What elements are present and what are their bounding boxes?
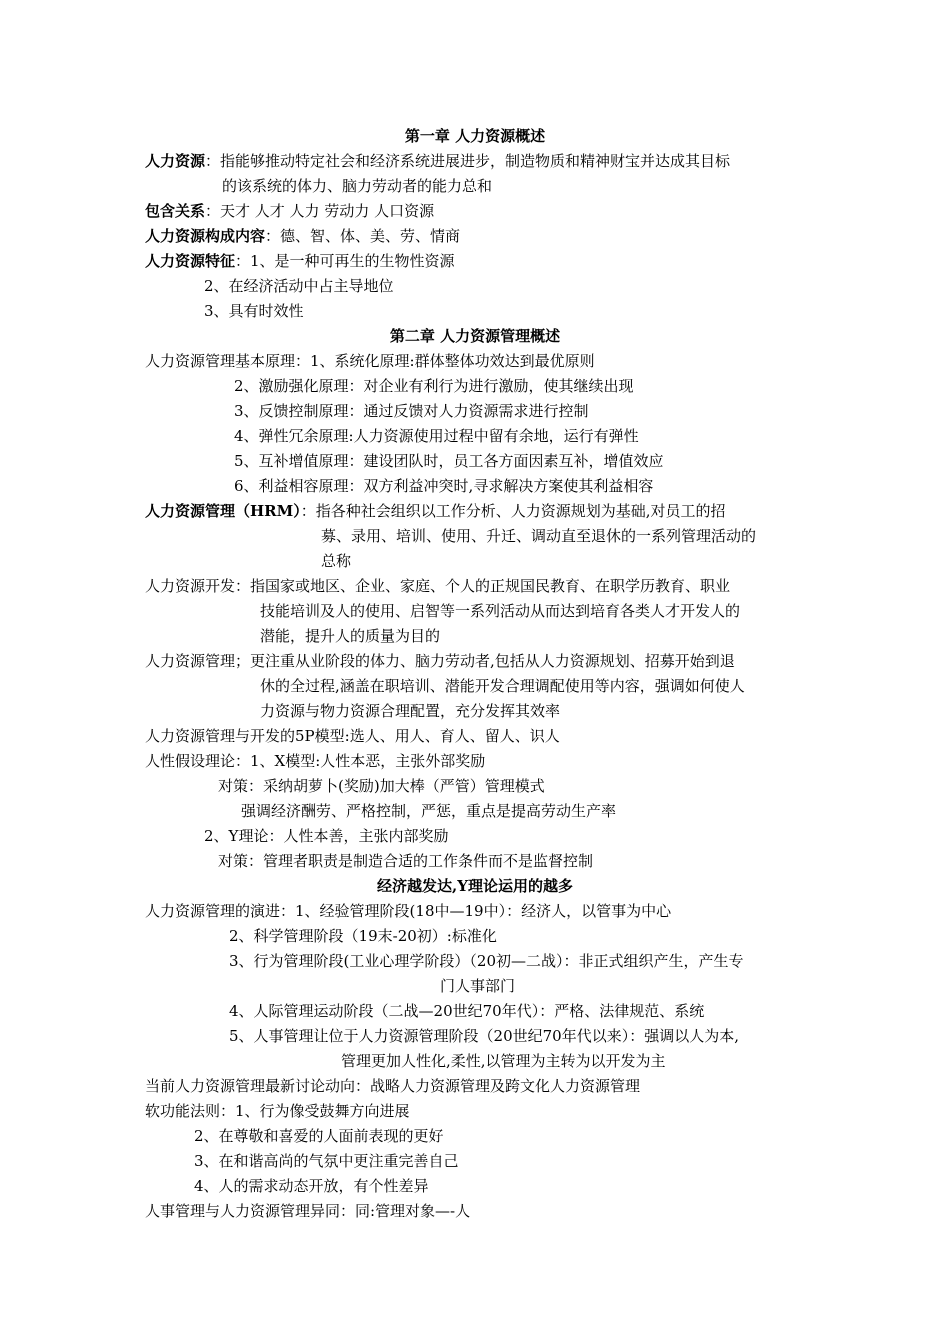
management-line: 力资源与物力资源合理配置，充分发挥其效率 (260, 702, 561, 720)
relation-line (145, 201, 434, 221)
trend-line: 当前人力资源管理最新讨论动向：战略人力资源管理及跨文化人力资源管理 (145, 1077, 641, 1095)
feature-line-3: 3、具有时效性 (204, 302, 304, 320)
evolution-line: 门人事部门 (440, 977, 516, 995)
theory-line: 对策：管理者职责是制造合适的工作条件而不是监督控制 (218, 852, 594, 870)
evolution-line: 管理更加人性化,柔性,以管理为主转为以开发为主 (341, 1052, 666, 1070)
chapter-2-title: 第二章 人力资源管理概述 (389, 327, 561, 345)
chapter-1-title: 第一章 人力资源概述 (404, 127, 546, 145)
evolution-line: 5、人事管理让位于人力资源管理阶段（20世纪70年代以来）：强调以人为本, (229, 1027, 739, 1045)
principle-line: 3、反馈控制原理：通过反馈对人力资源需求进行控制 (234, 402, 589, 420)
hr-definition-term: 人力资源 (145, 152, 206, 170)
hrm-term: 人力资源管理（HRM） (145, 502, 301, 520)
management-line: 休的全过程,涵盖在职培训、潜能开发合理调配使用等内容，强调如何使人 (260, 677, 745, 695)
relation-term: 包含关系 (145, 202, 206, 220)
evolution-line: 人力资源管理的演进：1、经验管理阶段(18中—19中）：经济人，以管事为中心 (145, 902, 672, 920)
hrm-text-1: ：指各种社会组织以工作分析、人力资源规划为基础,对员工的招 (300, 502, 726, 520)
hrm-definition-line-2: 募、录用、培训、使用、升迁、调动直至退休的一系列管理活动的 (321, 527, 757, 545)
principle-line: 5、互补增值原理：建设团队时，员工各方面因素互补，增值效应 (234, 452, 664, 470)
soft-rule-line: 3、在和谐高尚的气氛中更注重完善自己 (194, 1152, 459, 1170)
hrm-definition-line-1 (145, 501, 726, 521)
development-line: 技能培训及人的使用、启智等一系列活动从而达到培育各类人才开发人的 (260, 602, 741, 620)
hr-definition-line-2: 的该系统的体力、脑力劳动者的能力总和 (222, 177, 493, 195)
soft-rule-line: 4、人的需求动态开放，有个性差异 (194, 1177, 429, 1195)
theory-line: 对策：采纳胡萝卜(奖励)加大棒（严管）管理模式 (218, 777, 545, 795)
hr-definition-line-1 (145, 151, 730, 171)
principle-line: 人力资源管理基本原理：1、系统化原理:群体整体功效达到最优原则 (145, 352, 595, 370)
development-line: 人力资源开发：指国家或地区、企业、家庭、个人的正规国民教育、在职学历教育、职业 (145, 577, 731, 595)
feature-term: 人力资源特征 (145, 252, 236, 270)
content-term: 人力资源构成内容 (145, 227, 266, 245)
hr-definition-text: ：指能够推动特定社会和经济系统进展进步，制造物质和精神财宝并达成其目标 (205, 152, 731, 170)
theory-line: 人性假设理论：1、X模型:人性本恶，主张外部奖励 (145, 752, 486, 770)
theory-line: 强调经济酬劳、严格控制，严惩，重点是提高劳动生产率 (241, 802, 617, 820)
five-p-model-line: 人力资源管理与开发的5P模型:选人、用人、育人、留人、识人 (145, 727, 560, 745)
content-text: ：德、智、体、美、劳、情商 (265, 227, 461, 245)
economy-note: 经济越发达,Y理论运用的越多 (377, 877, 573, 895)
feature-line-2: 2、在经济活动中占主导地位 (204, 277, 394, 295)
comparison-line: 人事管理与人力资源管理异同：同:管理对象—-人 (145, 1202, 471, 1220)
evolution-line: 3、行为管理阶段(工业心理学阶段）（20初—二战）：非正式组织产生，产生专 (229, 952, 744, 970)
soft-rule-line: 2、在尊敬和喜爱的人面前表现的更好 (194, 1127, 444, 1145)
relation-text: ：天才 人才 人力 劳动力 人口资源 (205, 202, 435, 220)
evolution-line: 4、人际管理运动阶段（二战—20世纪70年代）：严格、法律规范、系统 (229, 1002, 705, 1020)
principle-line: 6、利益相容原理：双方利益冲突时,寻求解决方案使其利益相容 (234, 477, 654, 495)
evolution-line: 2、科学管理阶段（19末-20初）:标准化 (229, 927, 497, 945)
development-line: 潜能，提升人的质量为目的 (260, 627, 441, 645)
theory-line: 2、Y理论：人性本善，主张内部奖励 (204, 827, 449, 845)
soft-rule-line: 软功能法则：1、行为像受鼓舞方向进展 (145, 1102, 410, 1120)
feature-text-1: ：1、是一种可再生的生物性资源 (235, 252, 455, 270)
management-line: 人力资源管理；更注重从业阶段的体力、脑力劳动者,包括从人力资源规划、招募开始到退 (145, 652, 735, 670)
principle-line: 2、激励强化原理：对企业有利行为进行激励，使其继续出现 (234, 377, 634, 395)
hrm-definition-line-3: 总称 (321, 552, 352, 570)
principle-line: 4、弹性冗余原理:人力资源使用过程中留有余地，运行有弹性 (234, 427, 639, 445)
feature-line-1 (145, 251, 455, 271)
content-line (145, 226, 460, 246)
